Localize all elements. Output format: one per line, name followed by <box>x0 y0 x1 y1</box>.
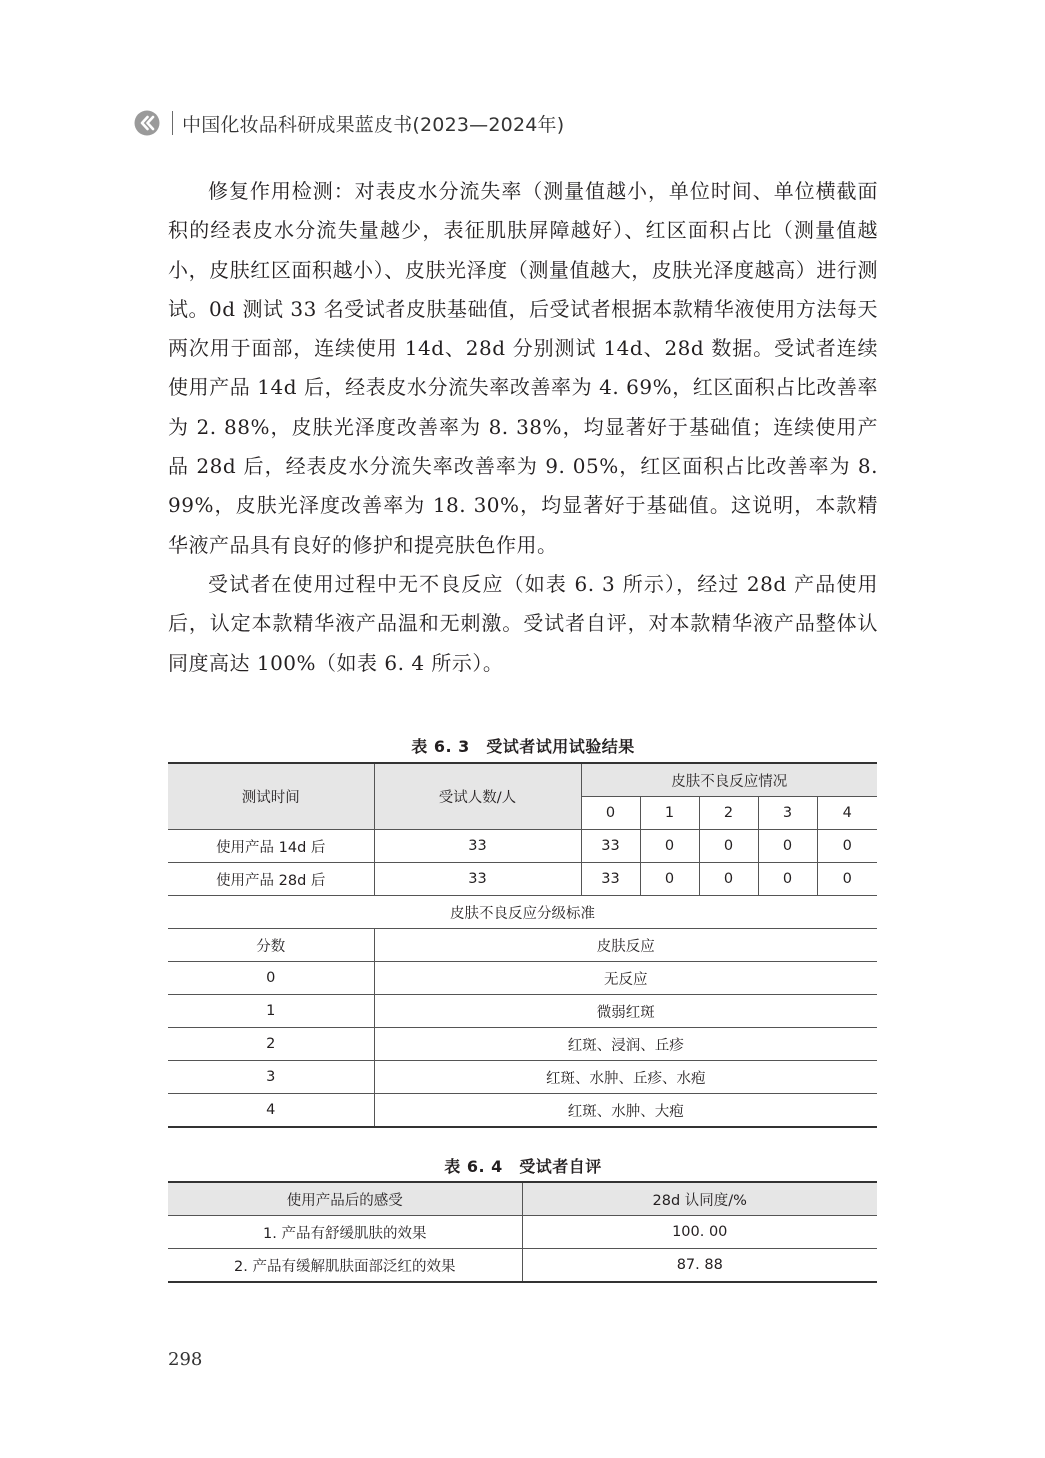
header-feeling: 使用产品后的感受 <box>168 1182 522 1216</box>
header-divider <box>172 111 173 135</box>
book-title: 中国化妆品科研成果蓝皮书(2023—2024年) <box>182 113 565 136</box>
row-rate: 87. 88 <box>522 1249 877 1283</box>
grading-standard-title: 皮肤不良反应分级标准 <box>168 896 877 929</box>
row-rate: 100. 00 <box>522 1216 877 1249</box>
table-row <box>168 1094 877 1128</box>
grade-header: 4 <box>817 797 877 830</box>
grade-header: 0 <box>581 797 640 830</box>
table-row <box>168 1216 877 1249</box>
row-value: 33 <box>581 863 640 896</box>
row-count: 33 <box>374 863 581 896</box>
table-row <box>168 995 877 1028</box>
table-row <box>168 863 877 896</box>
row-value: 0 <box>817 830 877 863</box>
standard-score: 1 <box>168 995 374 1028</box>
standard-score: 2 <box>168 1028 374 1061</box>
paragraph-repair-test: 修复作用检测：对表皮水分流失率（测量值越小，单位时间、单位横截面积的经表皮水分流失量越少，表征肌肤屏障越好）、红区面积占比（测量值越小，皮肤红区面积越小）、皮肤光泽度（测量值越大，皮肤光泽度越高）进行测试。0d 测试 33 名受试者皮肤基础值，后受试者根据本款精华液使用方法每天两次用于面部，连续使用 14d、28d 分别测试 14d、28d 数据。受试者连续使用产品 14d 后，经表皮水分流失率改善率为 4. 69%，红区面积占比改善率为 2. 88%，皮肤光泽度改善率为 8. 38%，均显著好于基础值；连续使用产品 28d 后，经表皮水分流失率改善率为 9. 05%，红区面积占比改善率为 8. 99%，皮肤光泽度改善率为 18. 30%，均显著好于基础值。这说明，本款精华液产品具有良好的修护和提亮肤色作用。 <box>168 179 878 557</box>
header-score: 分数 <box>168 929 374 962</box>
table-6-4-caption: 表 6. 4 受试者自评 <box>444 1157 602 1176</box>
standard-reaction: 无反应 <box>374 962 877 995</box>
table-row <box>168 962 877 995</box>
paragraph-safety: 受试者在使用过程中无不良反应（如表 6. 3 所示），经过 28d 产品使用后，认定本款精华液产品温和无刺激。受试者自评，对本款精华液产品整体认同度高达 100%（如表 6. 4 所示）。 <box>168 571 878 675</box>
standard-score: 3 <box>168 1061 374 1094</box>
table-row <box>168 1249 877 1283</box>
table-row <box>168 830 877 863</box>
table-row <box>168 1061 877 1094</box>
row-feeling: 1. 产品有舒缓肌肤的效果 <box>168 1216 522 1249</box>
table-6-4 <box>168 1181 877 1283</box>
row-value: 0 <box>699 830 758 863</box>
row-value: 0 <box>758 863 817 896</box>
row-count: 33 <box>374 830 581 863</box>
row-value: 0 <box>640 863 699 896</box>
row-value: 33 <box>581 830 640 863</box>
row-time: 使用产品 28d 后 <box>168 863 374 896</box>
row-feeling: 2. 产品有缓解肌肤面部泛红的效果 <box>168 1249 522 1283</box>
row-value: 0 <box>699 863 758 896</box>
table-6-3 <box>168 762 877 1128</box>
grade-header: 1 <box>640 797 699 830</box>
body-text <box>168 172 878 683</box>
header-approval-rate: 28d 认同度/% <box>522 1182 877 1216</box>
header-test-time: 测试时间 <box>168 763 374 830</box>
standard-score: 4 <box>168 1094 374 1128</box>
standard-reaction: 红斑、水肿、大疱 <box>374 1094 877 1128</box>
row-value: 0 <box>640 830 699 863</box>
standard-reaction: 微弱红斑 <box>374 995 877 1028</box>
row-value: 0 <box>817 863 877 896</box>
row-time: 使用产品 14d 后 <box>168 830 374 863</box>
header-adverse-reaction: 皮肤不良反应情况 <box>581 763 877 797</box>
page-number: 298 <box>168 1349 203 1370</box>
standard-score: 0 <box>168 962 374 995</box>
grade-header: 2 <box>699 797 758 830</box>
row-value: 0 <box>758 830 817 863</box>
table-6-3-caption: 表 6. 3 受试者试用试验结果 <box>411 737 635 756</box>
double-chevron-left-icon <box>134 110 160 136</box>
standard-reaction: 红斑、水肿、丘疹、水疱 <box>374 1061 877 1094</box>
header-subject-count: 受试人数/人 <box>374 763 581 830</box>
grade-header: 3 <box>758 797 817 830</box>
table-row <box>168 1028 877 1061</box>
running-header <box>134 106 564 140</box>
header-skin-reaction: 皮肤反应 <box>374 929 877 962</box>
standard-reaction: 红斑、浸润、丘疹 <box>374 1028 877 1061</box>
